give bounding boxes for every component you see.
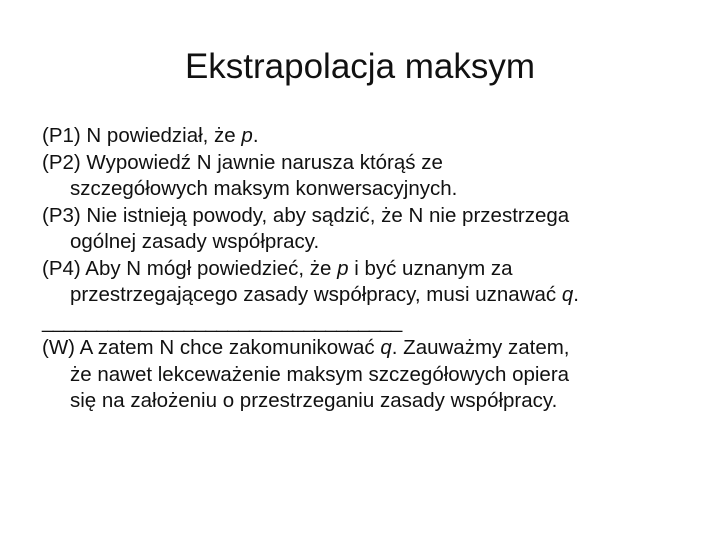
slide-title: Ekstrapolacja maksym — [184, 47, 536, 86]
conclusion-w-line3: się na założeniu o przestrzeganiu zasady współpracy. — [70, 389, 558, 412]
premise-p3 — [42, 203, 712, 256]
premise-p2-line2: szczegółowych maksym konwersacyjnych. — [70, 177, 458, 200]
conclusion-w-line2: że nawet lekceważenie maksym szczegółowych opiera — [70, 362, 570, 386]
premise-p1 — [42, 123, 712, 150]
conclusion-w — [42, 335, 712, 415]
premise-p1-label: (P1) — [42, 124, 81, 147]
premise-p4-line1-start: (P4) Aby N mógł powiedzieć, że — [42, 256, 338, 280]
slide-body — [42, 123, 712, 415]
premise-p4-line2-start: przestrzegającego zasady współpracy, musi uznawać — [70, 283, 562, 306]
premise-p4-line2-end: . — [573, 283, 579, 306]
premise-p3-line2: ogólnej zasady współpracy. — [70, 230, 320, 253]
variable-p: p — [241, 124, 253, 147]
premise-p2-line1: (P2) Wypowiedź N jawnie narusza którąś ze — [42, 150, 443, 174]
premise-p4-line2 — [70, 282, 712, 309]
premise-p2 — [42, 150, 712, 203]
premise-p1-end: . — [252, 124, 259, 147]
variable-p: p — [337, 256, 349, 280]
premise-p4-line1-end: i być uznanym za — [348, 256, 513, 280]
premise-p1-text: N powiedział, że — [80, 124, 242, 147]
conclusion-separator: _________________________________ — [42, 309, 402, 333]
premise-p3-line1: (P3) Nie istnieją powody, aby sądzić, że N nie przestrzega — [42, 203, 570, 227]
premise-p4 — [42, 256, 712, 309]
variable-q: q — [561, 283, 574, 306]
variable-q: q — [380, 336, 392, 359]
conclusion-w-line1-start: (W) A zatem N chce zakomunikować — [42, 336, 381, 359]
conclusion-w-line1-end: . Zauważmy zatem, — [391, 336, 570, 359]
